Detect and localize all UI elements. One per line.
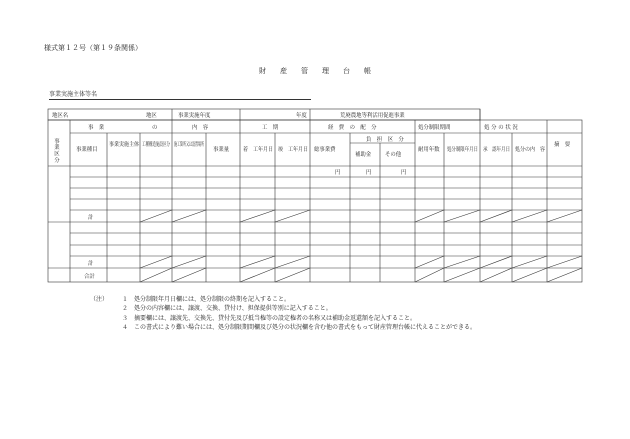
notes-lead: （注） [90, 296, 109, 303]
header-disposal-limit: 処分制限期間 [418, 125, 451, 131]
note-number: ３ [121, 314, 128, 322]
header-structure: 工種構造施設区分 [142, 142, 186, 148]
header-approval-date: 承 認年月日 [483, 147, 516, 153]
header-location: 施工箇所又は設置場所 [174, 142, 228, 148]
top-row-frame [48, 109, 480, 120]
subtotal-label: 計 [88, 215, 94, 221]
header-disposal-status: 処 分 の 状 況 [484, 125, 518, 131]
title-char: 財 [259, 67, 266, 75]
header-project-type: 事業種目 [76, 147, 98, 153]
note-item [90, 295, 476, 304]
header-remarks: 摘 要 [554, 142, 571, 148]
fiscal-year-label: 事業実施年度 [178, 113, 211, 119]
title-char: 理 [322, 67, 329, 75]
header-cost-allocation: 経 費 の 配 分 [328, 125, 377, 131]
note-number: １ [121, 296, 128, 303]
note-item [90, 304, 476, 313]
note-text: 処分制限年月日欄には、処分制限の終期を記入すること。 [134, 296, 291, 303]
header-content: 内 容 [192, 125, 209, 131]
title-char: 管 [301, 67, 308, 75]
header-project: 事 業 [88, 125, 105, 131]
header-burden: 負 担 区 分 [366, 137, 404, 143]
entity-name-label: 事業実施主体等名 [49, 89, 311, 100]
note-item [90, 323, 476, 332]
header-period: 工 期 [262, 125, 279, 131]
header-subsidy: 補助金 [355, 152, 372, 158]
title-char: 台 [343, 67, 350, 75]
header-disposal-content: 処分の内 容 [515, 147, 548, 153]
note-text: 摘要欄には、譲渡先、交換先、貸付先及び抵当権等の設定権者の名称又は補助金返還額を記入すること。 [134, 314, 417, 322]
header-useful-life: 耐用年数 [418, 147, 440, 153]
form-number: 様式第１２号（第１９条関係） [44, 44, 142, 52]
header-project-category: 事業区分 [53, 138, 59, 164]
header-disposal-limit-date: 処分制限年月日 [447, 147, 485, 153]
project-name: 荒廃農地等利活用促進事業 [340, 113, 405, 119]
header-no: の [152, 125, 158, 131]
header-other: その他 [385, 152, 402, 158]
note-number: ４ [121, 324, 128, 332]
unit-yen-total: 円 [335, 170, 341, 176]
note-text: この書式により難い場合には、処分制限期間欄及び処分の状況欄を含む他の書式をもって財産管理台帳に代えることができる。 [134, 324, 477, 332]
notes [90, 295, 476, 333]
unit-yen-subsidy: 円 [366, 170, 372, 176]
header-total-cost: 総事業費 [314, 147, 336, 153]
district-name-label: 地区名 [52, 113, 69, 119]
header-start-date: 着 工年月日 [243, 147, 276, 153]
note-item [90, 314, 476, 323]
total-label: 合計 [84, 274, 95, 280]
header-implementer: 事業実施主体 [109, 142, 142, 148]
district-suffix: 地区 [146, 113, 157, 119]
header-end-date: 竣 工年月日 [278, 147, 311, 153]
year-suffix: 年度 [296, 113, 307, 119]
note-number: ２ [121, 305, 128, 313]
note-text: 処分の内容欄には、譲渡、交換、貸付け、担保提供等別に記入すること。 [134, 305, 332, 313]
subtotal-label: 計 [88, 261, 94, 267]
title-char: 帳 [364, 67, 371, 75]
header-quantity: 事業量 [213, 147, 230, 153]
unit-yen-other: 円 [401, 170, 407, 176]
title-char: 産 [280, 67, 287, 75]
